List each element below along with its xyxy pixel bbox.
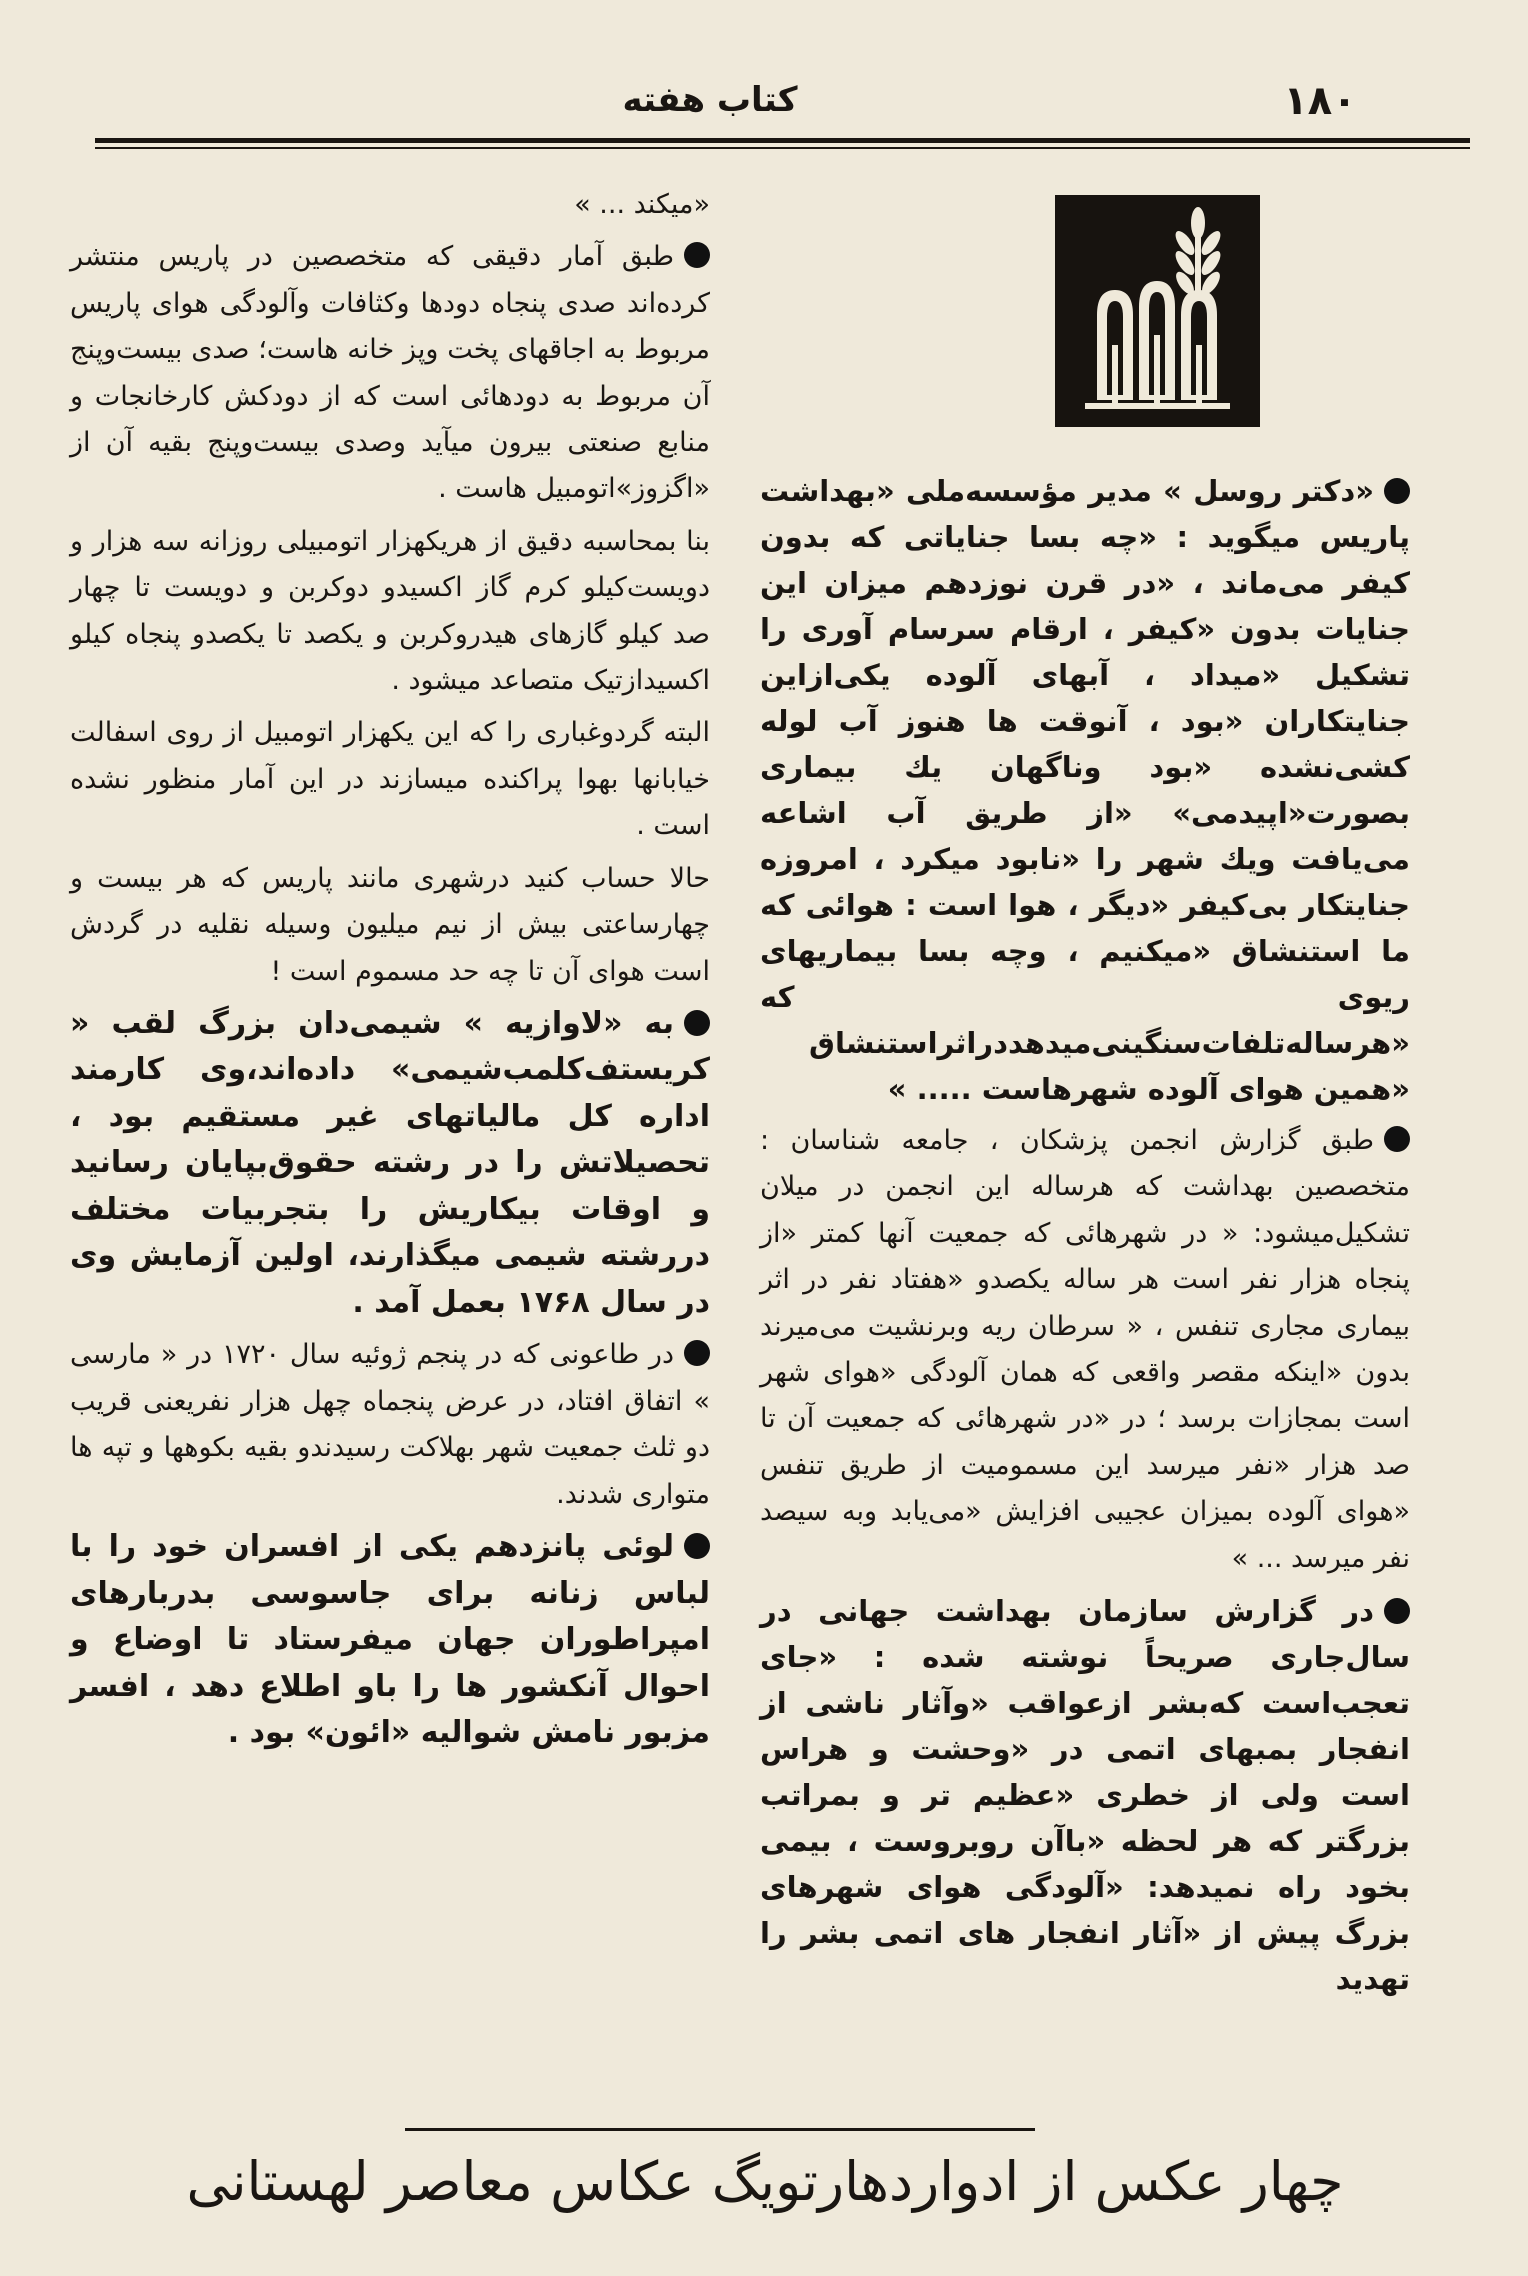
header-rule-thin (95, 147, 1470, 149)
paragraph: در گزارش سازمان بهداشت جهانی در سال‌جاری صریحاً نوشته شده : «جای تعجب‌است که‌بشر ازعواقب «وآثار ناشی از انفجار بمبهای اتمی در «وحشت و هراس است ولی از خطری «عظیم تر و بمراتب بزرگتر که هر لحظه «باآن روبروست ، بیمی بخود راه نمیدهد: «آلودگی هوای شهرهای بزرگ پیش از «آثار انفجار های اتمی بشر را تهدید (760, 1594, 1410, 1997)
paragraph: به «لاوازیه » شیمی‌دان بزرگ لقب « کریستف‌کلمب‌شیمی» داده‌اند،وی کارمند اداره کل مالیاتهای غیر مستقیم بود ، تحصیلاتش را در رشته حقوق‌بپایان رسانید و اوقات بیکاریش را بتجربیات مختلف دررشته شیمی میگذارند، اولین آزمایش وی در سال ۱۷۶۸ بعمل آمد . (70, 1005, 710, 1320)
bullet-icon (1384, 1126, 1410, 1152)
bullet-icon (684, 1340, 710, 1366)
header-rule-thick (95, 138, 1470, 143)
paragraph: لوئی پانزدهم یکی از افسران خود را با لباس زنانه برای جاسوسی بدربارهای امپراطوران جهان میفرستاد تا اوضاع و احوال آنکشور ها را باو اطلاع دهد ، افسر مزبور نامش شوالیه «ائون» بود . (70, 1529, 710, 1751)
paragraph: «میکند ... » (574, 189, 710, 220)
paragraph: حالا حساب کنید درشهری مانند پاریس که هر بیست و چهارساعتی بیش از نیم میلیون وسیله نقلیه در گردش است هوای آن تا چه حد مسموم است ! (70, 862, 710, 987)
paragraph: البته گردوغباری را که این یکهزار اتومبیل از روی اسفالت خیابانها بهوا پراکنده میسازند در این آمار منظور نشده است . (70, 717, 710, 842)
wheat-emblem-icon (1055, 195, 1260, 427)
left-column (70, 182, 710, 1763)
paragraph: «دکتر روسل » مدیر مؤسسه‌ملی «بهداشت پاریس میگوید : «چه بسا جنایاتی که بدون کیفر می‌ماند ، «در قرن نوزدهم میزان این جنایات بدون «کیفر ، ارقام سرسام آوری را تشکیل «میداد ، آبهای آلوده یکی‌ازاین جنایتکاران «بود ، آنوقت ها هنوز آب لوله کشی‌نشده «بود وناگهان یك بیماری بصورت«اپیدمی» «از طریق آب اشاعه می‌یافت ویك شهر را «نابود میکرد ، امروزه جنایتکار بی‌کیفر «دیگر ، هوا است : هوائی که ما استنشاق «میکنیم ، وچه بسا بیماریهای ریوی که «هرساله‌تلفات‌سنگینی‌میدهددراثراستنشاق «همین هوای آلوده شهرهاست ..... » (760, 474, 1410, 1106)
paragraph: در طاعونی که در پنجم ژوئیه سال ۱۷۲۰ در « مارسی » اتفاق افتاد، در عرض پنجماه چهل هزار نفریعنی قریب دو ثلث جمعیت شهر بهلاکت رسیدندو بقیه بکوهها و تپه ها متواری شدند. (70, 1339, 710, 1510)
paragraph: طبق گزارش انجمن پزشکان ، جامعه شناسان : متخصصین بهداشت که هرساله این انجمن در میلان تشکیل‌میشود: « در شهرهائی که جمعیت آنها کمتر «از پنجاه هزار نفر است هر ساله یکصدو «هفتاد نفر در اثر بیماری مجاری تنفس ، « سرطان ریه وبرنشیت می‌میرند بدون «اینکه مقصر واقعی که همان آلودگی «هوای شهر است بمجازات برسد ؛ در «در شهرهائی که جمعیت آن تا صد هزار «نفر میرسد این مسمومیت از طریق تنفس «هوای آلوده بمیزان عجیبی افزایش «می‌یابد وبه سیصد نفر میرسد ... » (760, 1125, 1410, 1574)
page-number: ۱۸۰ (1283, 78, 1357, 124)
bullet-icon (684, 1010, 710, 1036)
paragraph: بنا بمحاسبه دقیق از هریکهزار اتومبیلی روزانه سه هزار و دویست‌کیلو کرم گاز اکسیدو دوکربن و دویست تا چهار صد کیلو گازهای هیدروکربن و یکصد تا یکصدو پنجاه کیلو اکسیدازتیک متصاعد میشود . (70, 525, 710, 697)
bullet-icon (684, 242, 710, 268)
bullet-icon (1384, 478, 1410, 504)
right-column (760, 468, 1410, 2008)
footer-rule (405, 2128, 1035, 2131)
page-header-title: کتاب هفته (622, 80, 798, 120)
paragraph: طبق آمار دقیقی که متخصصین در پاریس منتشر کرده‌اند صدی پنجاه دودها وکثافات وآلودگی هوای پاریس مربوط به اجاقهای پخت وپز خانه هاست؛ صدی بیست‌وپنج آن مربوط به دودهائی است که از دودکش کارخانجات و منابع صنعتی بیرون میآید وصدی بیست‌وپنج بقیه آن از «اگزوز»اتومبیل هاست . (70, 241, 710, 505)
footer-caption: چهار عکس از ادواردهارتویگ عکاس معاصر لهستانی (186, 2150, 1344, 2213)
bullet-icon (684, 1533, 710, 1559)
bullet-icon (1384, 1598, 1410, 1624)
